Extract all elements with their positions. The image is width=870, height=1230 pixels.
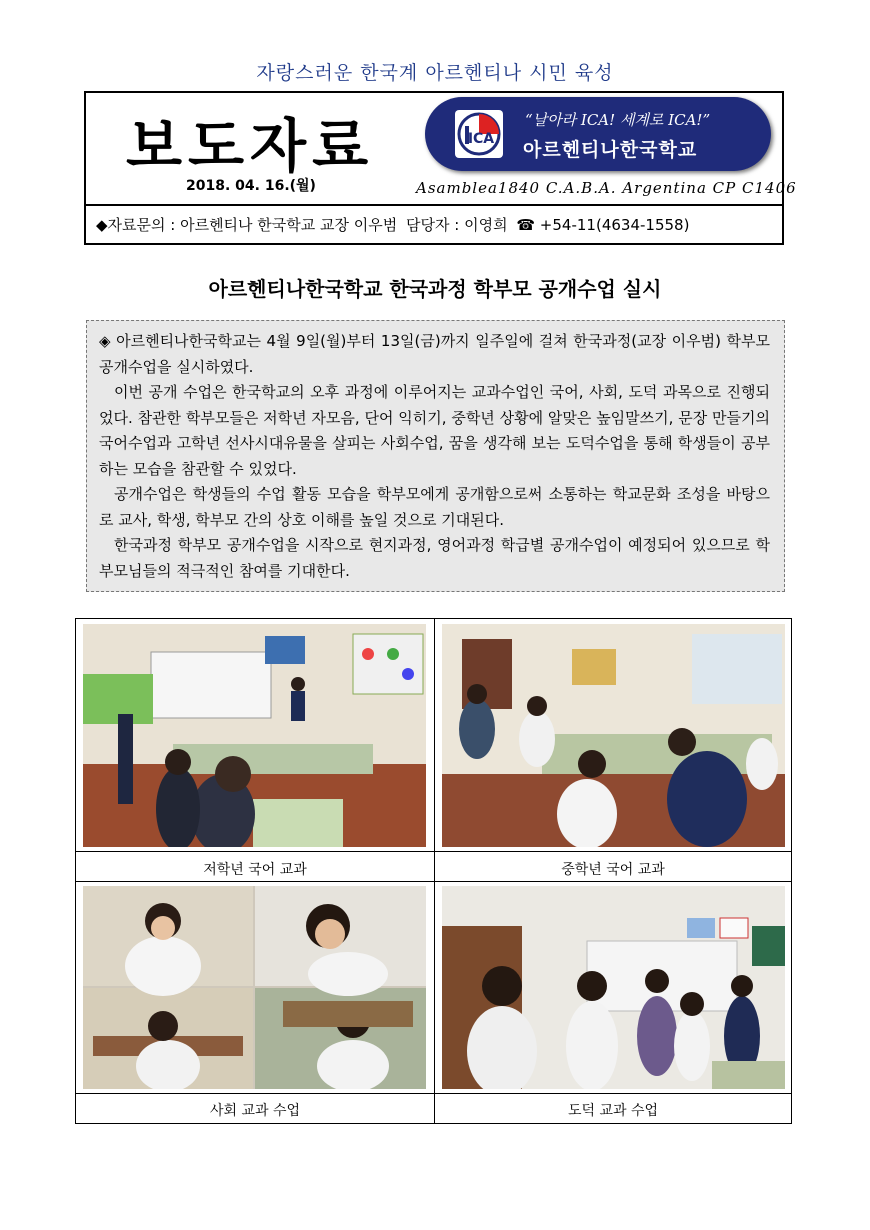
person-info: 담당자 : 이영희 [406, 216, 508, 234]
article-headline: 아르헨티나한국학교 한국과정 학부모 공개수업 실시 [208, 277, 662, 301]
phone-number: ☎ +54-11(4634-1558) [516, 216, 690, 234]
table-divider [76, 1093, 791, 1094]
paragraph-4: 한국과정 학부모 공개수업을 시작으로 현지과정, 영어과정 학급별 공개수업이 예정되어 있으므로 학부모님들의 적극적인 참여를 기대한다. [99, 536, 770, 580]
school-logo [425, 97, 771, 171]
article-body [86, 320, 785, 592]
header-divider [86, 204, 782, 206]
photo-social-studies [83, 886, 426, 1089]
photo-lower-grade-korean [83, 624, 426, 847]
photo-caption: 도덕 교과 수업 [567, 1103, 659, 1119]
contact-line [96, 214, 693, 235]
photo-caption: 중학년 국어 교과 [561, 862, 665, 878]
school-motto: “날아라 ICA! 세계로 ICA!” [525, 111, 711, 129]
ica-badge-text: ICA [467, 131, 495, 147]
photo-middle-grade-korean [442, 624, 785, 847]
school-name: 아르헨티나한국학교 [523, 139, 698, 161]
paragraph-1: ◈ 아르헨티나한국학교는 4월 9일(월)부터 13일(금)까지 일주일에 걸쳐 한국과정(교장 이우범) 학부모 공개수업을 실시하였다. [99, 332, 770, 376]
inquiry-info: ◆자료문의 : 아르헨티나 한국학교 교장 이우범 [96, 216, 398, 234]
table-divider [76, 851, 791, 852]
photo-caption: 저학년 국어 교과 [203, 862, 307, 878]
school-address: Asamblea1840 C.A.B.A. Argentina CP C1406 [416, 179, 797, 197]
paragraph-3: 공개수업은 학생들의 수업 활동 모습을 학부모에게 공개함으로써 소통하는 학교문화 조성을 바탕으로 교사, 학생, 학부모 간의 상호 이해를 높일 것으로 기대된다. [99, 485, 770, 529]
page-title: 보도자료 [126, 112, 375, 180]
ica-emblem-icon [455, 110, 503, 158]
paragraph-2: 이번 공개 수업은 한국학교의 오후 과정에 이루어지는 교과수업인 국어, 사회, 도덕 과목으로 진행되었다. 참관한 학부모들은 저학년 자모음, 단어 익히기, 중학년 상황에 알맞은 높임말쓰기, 문장 만들기의 국어수업과 고학년 선사시대유물을 살피는 사회수업, 꿈을 생각해 보는 도덕수업을 통해 학생들이 공부하는 모습을 참관할 수 있었다. [99, 383, 770, 478]
photo-ethics-class [442, 886, 785, 1089]
photo-table [75, 618, 792, 1124]
press-release-header [84, 91, 797, 245]
table-divider [76, 881, 791, 882]
release-date: 2018. 04. 16.(월) [186, 178, 316, 194]
photo-caption: 사회 교과 수업 [209, 1103, 301, 1119]
slogan: 자랑스러운 한국계 아르헨티나 시민 육성 [256, 62, 614, 84]
